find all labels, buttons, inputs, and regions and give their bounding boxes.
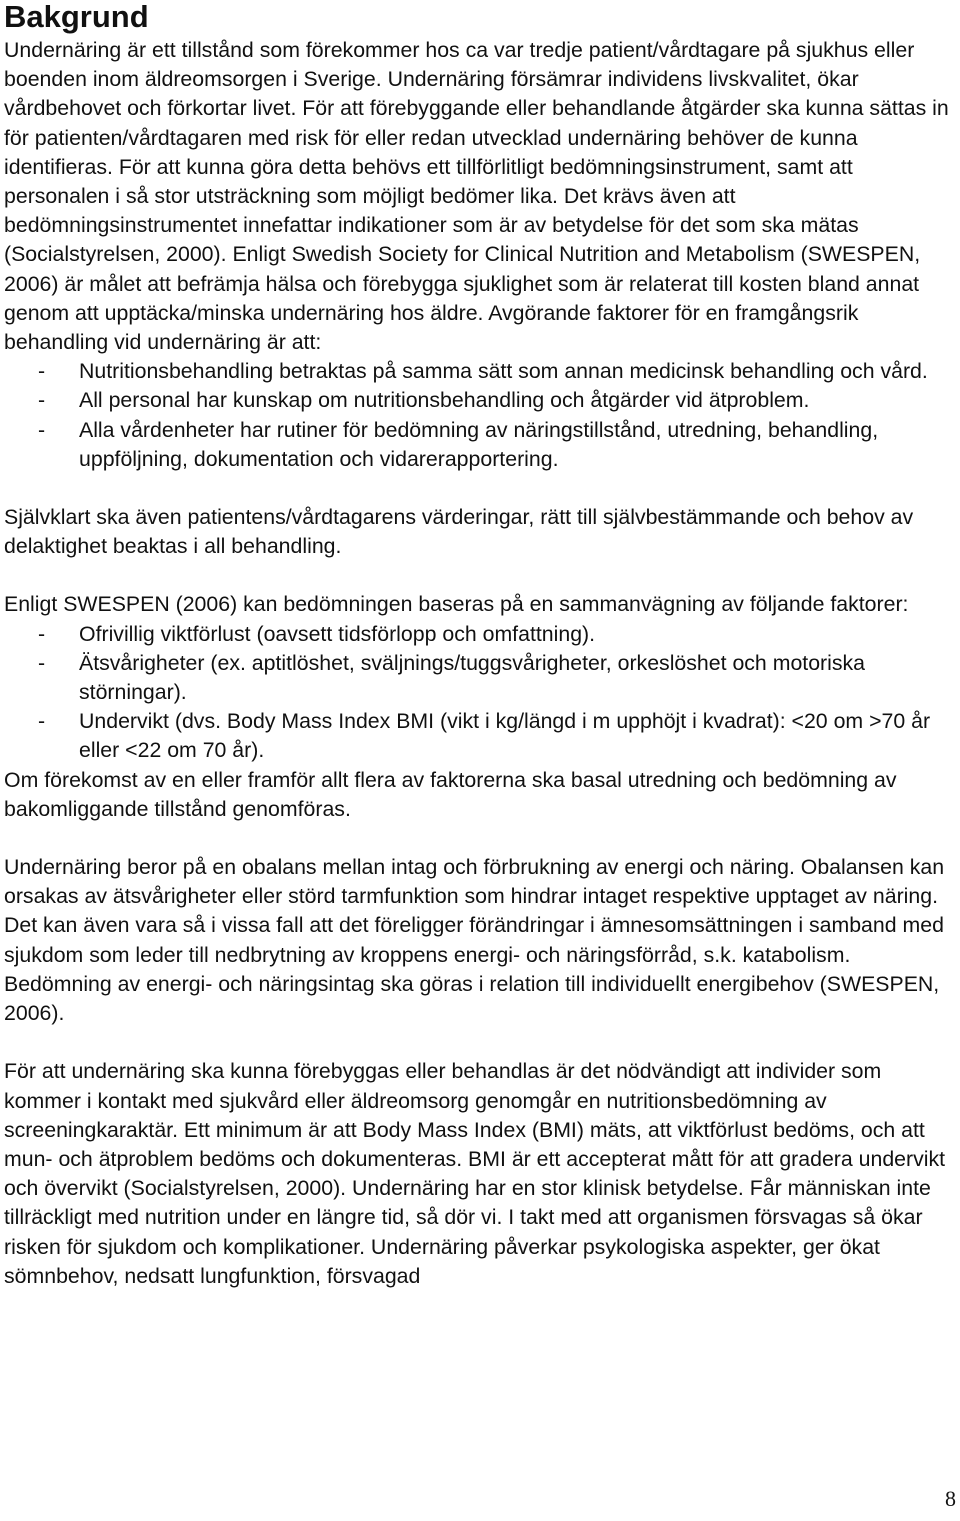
list-dash: -: [38, 417, 46, 442]
assessment-intro-paragraph: Enligt SWESPEN (2006) kan bedömningen baseras på en sammanvägning av följande faktorer:: [4, 592, 909, 617]
patient-values-paragraph: Självklart ska även patientens/vårdtagarens värderingar, rätt till självbestämmande och behov av delaktighet beaktas i all behandling.: [4, 505, 914, 559]
list-dash: -: [38, 388, 46, 413]
paragraph-gap: [4, 474, 954, 503]
section-heading: Bakgrund: [4, 0, 149, 34]
paragraph-gap: [4, 1028, 954, 1057]
list-dash: -: [38, 650, 46, 675]
list-item: [4, 386, 954, 415]
intro-paragraph: Undernäring är ett tillstånd som förekommer hos ca var tredje patient/vårdtagare på sjukhus eller boenden inom äldreomsorgen i Sverige. Undernäring försämrar individens livskvalitet, ökar vårdbehovet och förkortar livet. För att förebyggande eller behandlande åtgärder ska kunna sättas in för patienten/vårdtagaren med risk för eller redan utvecklad undernäring behöver de kunna identifieras. För att kunna göra detta behövs ett tillförlitligt bedömningsinstrument, samt att personalen i så stor utsträckning som möjligt bedömer lika. Det krävs även att bedömningsinstrumentet innefattar indikationer som är av betydelse för det som ska mätas (Socialstyrelsen, 2000). Enligt Swedish Society for Clinical Nutrition and Metabolism (SWESPEN, 2006) är målet att befrämja hälsa och förebygga sjuklighet som är relaterat till kosten bland annat genom att upptäcka/minska undernäring hos äldre. Avgörande faktorer för en framgångsrik behandling vid undernäring är att:: [4, 38, 949, 355]
list-item: [4, 707, 954, 765]
assessment-factors-list: [4, 620, 954, 766]
list-item-text: Alla vårdenheter har rutiner för bedömning av näringstillstånd, utredning, behandling, uppföljning, dokumentation och vidarerapportering.: [79, 417, 879, 471]
imbalance-paragraph: Undernäring beror på en obalans mellan intag och förbrukning av energi och näring. Obalansen kan orsakas av ätsvårigheter eller störd tarmfunktion som hindrar intaget respektive upptaget av näring. Det kan även vara så i vissa fall att det föreligger förändringar i ämnesomsättningen i samband med sjukdom som leder till nedbrytning av kroppens energi- och näringsförråd, s.k. katabolism. Bedömning av energi- och näringsintag ska göras i relation till individuellt energibehov (SWESPEN, 2006).: [4, 855, 945, 1026]
document-page: [4, 0, 954, 1291]
assessment-followup-paragraph: Om förekomst av en eller framför allt flera av faktorerna ska basal utredning och bedömning av bakomliggande tillstånd genomföras.: [4, 767, 897, 821]
list-item: [4, 416, 954, 474]
success-factors-list: [4, 357, 954, 474]
list-item: [4, 620, 954, 649]
list-item-text: All personal har kunskap om nutritionsbehandling och åtgärder vid ätproblem.: [79, 388, 810, 413]
list-item-text: Ätsvårigheter (ex. aptitlöshet, sväljnings/tuggsvårigheter, orkeslöshet och motoriska störningar).: [79, 650, 866, 705]
list-dash: -: [38, 359, 46, 384]
list-item-text: Undervikt (dvs. Body Mass Index BMI (vikt i kg/längd i m upphöjt i kvadrat): <20 om >70 år eller <22 om 70 år).: [79, 709, 931, 763]
paragraph-gap: [4, 561, 954, 590]
prevention-paragraph: För att undernäring ska kunna förebyggas eller behandlas är det nödvändigt att individer som kommer i kontakt med sjukvård eller äldreomsorg genomgår en nutritionsbedömning av screeningkaraktär. Ett minimum är att Body Mass Index (BMI) mäts, att viktförlust bedöms, och att mun- och ätproblem bedöms och dokumenteras. BMI är ett accepterat mått för att gradera undervikt och övervikt (Socialstyrelsen, 2000). Undernäring har en stor klinisk betydelse. Får människan inte tillräckligt med nutrition under en längre tid, så dör vi. I takt med att organismen försvagas så ökar risken för sjukdom och komplikationer. Undernäring påverkar psykologiska aspekter, ger ökat sömnbehov, nedsatt lungfunktion, försvagad: [4, 1059, 946, 1288]
list-item: [4, 649, 954, 707]
page-number: 8: [945, 1486, 956, 1511]
list-dash: -: [38, 621, 46, 646]
list-item-text: Nutritionsbehandling betraktas på samma sätt som annan medicinsk behandling och vård.: [79, 359, 928, 384]
list-dash: -: [38, 709, 46, 734]
list-item: [4, 357, 954, 386]
paragraph-gap: [4, 824, 954, 853]
list-item-text: Ofrivillig viktförlust (oavsett tidsförlopp och omfattning).: [79, 621, 596, 646]
